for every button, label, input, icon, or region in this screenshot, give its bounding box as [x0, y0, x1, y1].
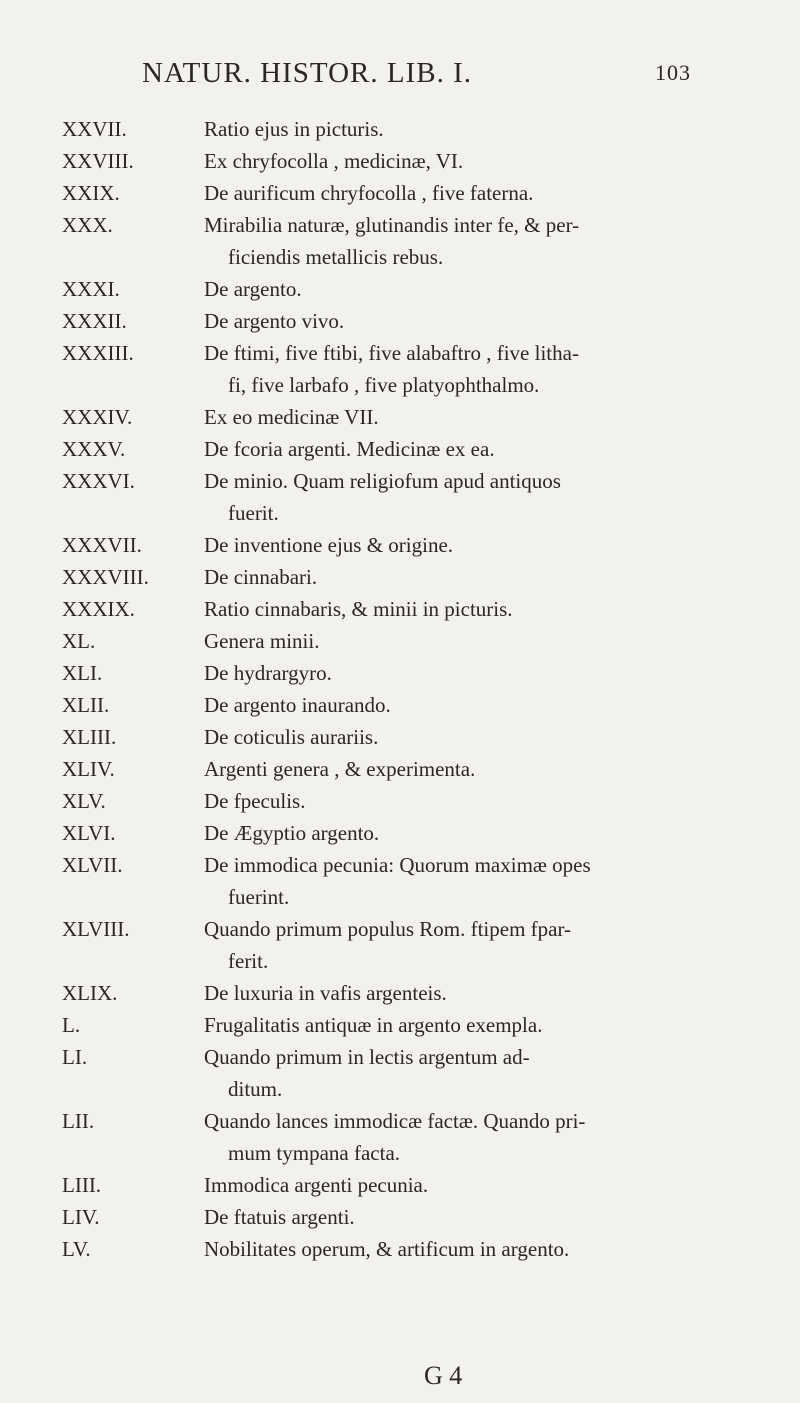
chapter-number: XXXVIII.	[62, 565, 149, 589]
chapter-entry	[62, 849, 752, 913]
chapter-title	[204, 1105, 752, 1169]
chapter-title	[204, 593, 752, 625]
chapter-title	[204, 753, 752, 785]
chapter-number: L.	[62, 1013, 81, 1037]
chapter-title	[204, 625, 752, 657]
chapter-entry	[62, 145, 752, 177]
chapter-title-continuation: fuerit.	[228, 501, 279, 525]
chapter-title-continuation: ficiendis metallicis rebus.	[228, 245, 444, 269]
chapter-title-line: De minio. Quam religiofum apud antiquos	[204, 469, 561, 493]
chapter-title-line: Nobilitates operum, & artificum in argento.	[204, 1237, 570, 1261]
chapter-entry	[62, 177, 752, 209]
chapter-number: LI.	[62, 1045, 88, 1069]
chapter-title-line: De hydrargyro.	[204, 661, 332, 685]
chapter-title	[204, 177, 752, 209]
chapter-number: XLI.	[62, 661, 103, 685]
chapter-title-line: De argento inaurando.	[204, 693, 391, 717]
chapter-title	[204, 305, 752, 337]
chapter-entry	[62, 1169, 752, 1201]
chapter-title	[204, 433, 752, 465]
chapter-number: XXVII.	[62, 117, 127, 141]
running-header	[142, 57, 702, 90]
chapter-number: XXXIX.	[62, 597, 135, 621]
chapter-number: LIV.	[62, 1205, 100, 1229]
chapter-entry	[62, 977, 752, 1009]
chapter-title	[204, 1169, 752, 1201]
chapter-title	[204, 529, 752, 561]
chapter-title-line: De inventione ejus & origine.	[204, 533, 454, 557]
chapter-entry	[62, 913, 752, 977]
chapter-title	[204, 849, 752, 913]
chapter-title-line: De ftatuis argenti.	[204, 1205, 355, 1229]
chapter-entry	[62, 337, 752, 401]
chapter-title	[204, 913, 752, 977]
chapter-entry	[62, 817, 752, 849]
page-number: 103	[655, 60, 691, 85]
chapter-number: LV.	[62, 1237, 91, 1261]
chapter-number: XXXV.	[62, 437, 126, 461]
chapter-entry	[62, 401, 752, 433]
chapter-number: XLIII.	[62, 725, 117, 749]
chapter-title-line: Quando primum populus Rom. ftipem fpar-	[204, 917, 572, 941]
chapter-title	[204, 721, 752, 753]
chapter-title-line: Ratio ejus in picturis.	[204, 117, 384, 141]
chapter-title-line: De Ægyptio argento.	[204, 821, 380, 845]
chapter-title	[204, 401, 752, 433]
chapter-entry	[62, 1201, 752, 1233]
chapter-number: XXIX.	[62, 181, 120, 205]
chapter-title	[204, 337, 752, 401]
chapter-entry	[62, 113, 752, 145]
chapter-entry	[62, 657, 752, 689]
chapter-title	[204, 817, 752, 849]
chapter-title	[204, 273, 752, 305]
chapter-title-line: De luxuria in vafis argenteis.	[204, 981, 447, 1005]
chapter-title	[204, 1233, 752, 1265]
chapter-number: XXX.	[62, 213, 113, 237]
chapter-number: XLIV.	[62, 757, 115, 781]
chapter-title-line: De aurificum chryfocolla , five faterna.	[204, 181, 534, 205]
chapter-title-line: De cinnabari.	[204, 565, 318, 589]
chapter-title-line: Mirabilia naturæ, glutinandis inter fe, & per-	[204, 213, 580, 237]
chapter-list	[62, 113, 752, 1265]
signature-mark: G 4	[424, 1361, 463, 1390]
chapter-title-line: Ratio cinnabaris, & minii in picturis.	[204, 597, 513, 621]
chapter-title-line: De immodica pecunia: Quorum maximæ opes	[204, 853, 591, 877]
chapter-title-continuation: mum tympana facta.	[228, 1141, 401, 1165]
chapter-entry	[62, 689, 752, 721]
chapter-entry	[62, 209, 752, 273]
chapter-number: XLII.	[62, 693, 110, 717]
chapter-title-line: Ex eo medicinæ VII.	[204, 405, 379, 429]
chapter-title-line: Quando primum in lectis argentum ad-	[204, 1045, 530, 1069]
chapter-number: LII.	[62, 1109, 95, 1133]
chapter-title	[204, 113, 752, 145]
chapter-title-line: De fcoria argenti. Medicinæ ex ea.	[204, 437, 495, 461]
running-title: NATUR. HISTOR. LIB. I.	[142, 57, 472, 89]
chapter-title-line: De fpeculis.	[204, 789, 306, 813]
chapter-title-line: Quando lances immodicæ factæ. Quando pri-	[204, 1109, 586, 1133]
chapter-title	[204, 145, 752, 177]
chapter-number: XLVII.	[62, 853, 123, 877]
chapter-title-line: De coticulis aurariis.	[204, 725, 379, 749]
chapter-entry	[62, 1105, 752, 1169]
chapter-title-line: Immodica argenti pecunia.	[204, 1173, 429, 1197]
chapter-title	[204, 209, 752, 273]
chapter-number: LIII.	[62, 1173, 102, 1197]
chapter-title-continuation: ditum.	[228, 1077, 283, 1101]
chapter-title	[204, 1009, 752, 1041]
chapter-number: XXXI.	[62, 277, 120, 301]
chapter-entry	[62, 465, 752, 529]
chapter-title-line: Ex chryfocolla , medicinæ, VI.	[204, 149, 464, 173]
chapter-title-line: De argento.	[204, 277, 302, 301]
chapter-title-line: Frugalitatis antiquæ in argento exempla.	[204, 1013, 543, 1037]
chapter-title	[204, 785, 752, 817]
chapter-entry	[62, 1233, 752, 1265]
chapter-number: XLV.	[62, 789, 106, 813]
chapter-title	[204, 977, 752, 1009]
chapter-number: XLVIII.	[62, 917, 130, 941]
chapter-entry	[62, 273, 752, 305]
chapter-title-continuation: fuerint.	[228, 885, 290, 909]
chapter-number: XLVI.	[62, 821, 116, 845]
chapter-title	[204, 657, 752, 689]
chapter-number: XXXII.	[62, 309, 127, 333]
chapter-number: XXXIV.	[62, 405, 133, 429]
chapter-entry	[62, 785, 752, 817]
chapter-title-line: De argento vivo.	[204, 309, 345, 333]
chapter-title	[204, 465, 752, 529]
chapter-title-continuation: fi, five larbafo , five platyophthalmo.	[228, 373, 540, 397]
chapter-number: XL.	[62, 629, 96, 653]
chapter-title	[204, 561, 752, 593]
chapter-entry	[62, 1041, 752, 1105]
chapter-entry	[62, 753, 752, 785]
chapter-entry	[62, 625, 752, 657]
chapter-entry	[62, 721, 752, 753]
chapter-title-line: Argenti genera , & experimenta.	[204, 757, 476, 781]
chapter-entry	[62, 561, 752, 593]
chapter-title-line: De ftimi, five ftibi, five alabaftro , five litha-	[204, 341, 579, 365]
chapter-number: XLIX.	[62, 981, 118, 1005]
chapter-title-continuation: ferit.	[228, 949, 269, 973]
chapter-entry	[62, 529, 752, 561]
chapter-entry	[62, 305, 752, 337]
chapter-title	[204, 1201, 752, 1233]
chapter-number: XXVIII.	[62, 149, 134, 173]
chapter-title	[204, 1041, 752, 1105]
chapter-number: XXXIII.	[62, 341, 134, 365]
chapter-title	[204, 689, 752, 721]
chapter-entry	[62, 433, 752, 465]
chapter-entry	[62, 1009, 752, 1041]
chapter-title-line: Genera minii.	[204, 629, 320, 653]
chapter-number: XXXVI.	[62, 469, 135, 493]
chapter-number: XXXVII.	[62, 533, 142, 557]
chapter-entry	[62, 593, 752, 625]
